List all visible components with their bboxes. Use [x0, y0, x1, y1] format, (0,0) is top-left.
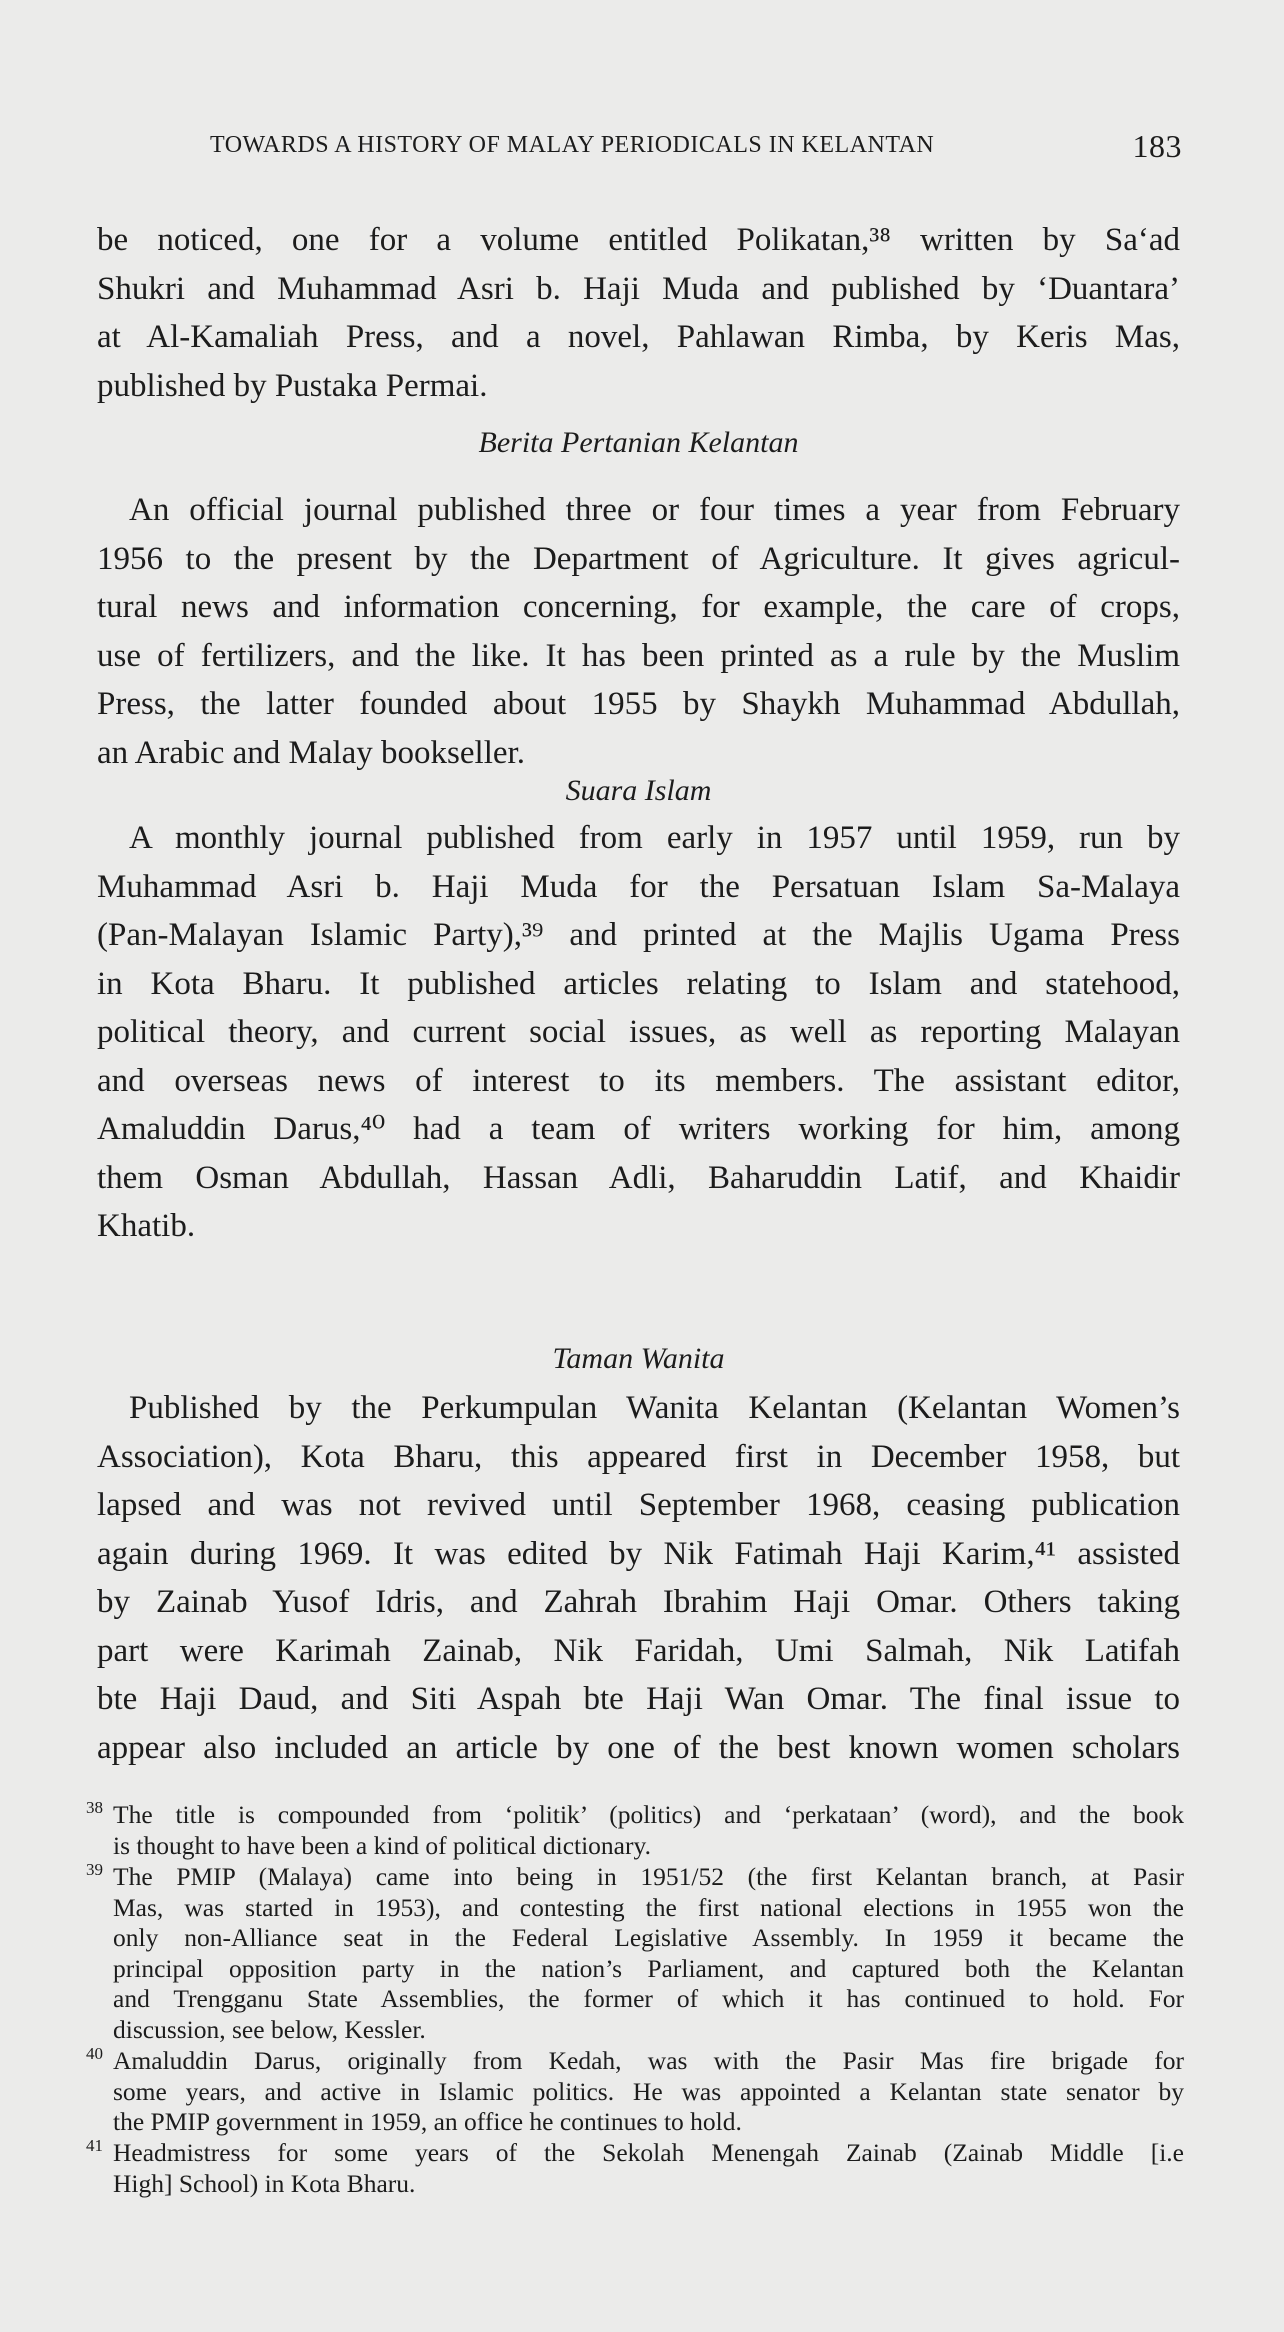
- text-line: them Osman Abdullah, Hassan Adli, Baharuddin Latif, and Khaidir: [97, 1159, 1180, 1196]
- footnote-number: 40: [86, 2044, 103, 2063]
- text-line: by Zainab Yusof Idris, and Zahrah Ibrahim Haji Omar. Others taking: [97, 1584, 1180, 1620]
- text-line: Muhammad Asri b. Haji Muda for the Persatuan Islam Sa-Malaya: [97, 868, 1180, 905]
- footnote-line: discussion, see below, Kessler.: [113, 2014, 426, 2044]
- footnote-line: High] School) in Kota Bharu.: [113, 2168, 416, 2198]
- text-line: lapsed and was not revived until September 1968, ceasing publication: [97, 1487, 1180, 1523]
- footnote-line: Mas, was started in 1953), and contesting the first national elections in 1955 won the: [113, 1892, 1184, 1922]
- footnote-line: The PMIP (Malaya) came into being in 1951/52 (the first Kelantan branch, at Pasir: [113, 1862, 1184, 1891]
- footnote-line: and Trengganu State Assemblies, the former of which it has continued to hold. For: [113, 1984, 1184, 2013]
- text-line: part were Karimah Zainab, Nik Faridah, Umi Salmah, Nik Latifah: [97, 1632, 1180, 1669]
- footnote-line: only non-Alliance seat in the Federal Legislative Assembly. In 1959 it became the: [113, 1923, 1184, 1952]
- footnote-line: Amaluddin Darus, originally from Kedah, was with the Pasir Mas fire brigade for: [113, 2046, 1184, 2075]
- text-line: A monthly journal published from early in 1957 until 1959, run by: [129, 820, 1180, 856]
- page-number: 183: [1132, 128, 1182, 164]
- footnote-number: 38: [86, 1798, 103, 1817]
- footnote: [86, 2046, 1184, 2138]
- text-line: at Al-Kamaliah Press, and a novel, Pahlawan Rimba, by Keris Mas,: [97, 319, 1180, 355]
- footnote-line: The title is compounded from ‘politik’ (politics) and ‘perkataan’ (word), and the book: [113, 1800, 1184, 1829]
- paragraph-suara-islam: [97, 814, 1180, 1251]
- running-head-title: TOWARDS A HISTORY OF MALAY PERIODICALS IN KELANTAN: [210, 132, 935, 158]
- text-line: (Pan-Malayan Islamic Party),³⁹ and printed at the Majlis Ugama Press: [97, 917, 1180, 953]
- footnote-number: 41: [86, 2136, 103, 2155]
- running-head: [210, 128, 1182, 164]
- text-line: and overseas news of interest to its members. The assistant editor,: [97, 1062, 1180, 1099]
- section-heading-berita-pertanian: Berita Pertanian Kelantan: [478, 426, 799, 459]
- section-heading-taman-wanita: Taman Wanita: [552, 1342, 725, 1375]
- footnote: [86, 2138, 1184, 2199]
- text-line: an Arabic and Malay bookseller.: [97, 734, 525, 771]
- text-line: An official journal published three or four times a year from February: [129, 492, 1180, 528]
- footnote-line: the PMIP government in 1959, an office he continues to hold.: [113, 2107, 742, 2136]
- text-line: bte Haji Daud, and Siti Aspah bte Haji Wan Omar. The final issue to: [97, 1681, 1180, 1717]
- text-line: Shukri and Muhammad Asri b. Haji Muda and published by ‘Duantara’: [97, 270, 1180, 307]
- text-line: Amaluddin Darus,⁴⁰ had a team of writers working for him, among: [97, 1111, 1180, 1147]
- paragraph-taman-wanita: [97, 1384, 1180, 1772]
- footnote-line: is thought to have been a kind of political dictionary.: [113, 1830, 651, 1860]
- footnote: [86, 1800, 1184, 1861]
- text-line: Published by the Perkumpulan Wanita Kelantan (Kelantan Women’s: [129, 1390, 1180, 1426]
- paragraph-berita-pertanian: [97, 486, 1180, 777]
- text-line: tural news and information concerning, for example, the care of crops,: [97, 589, 1180, 625]
- text-line: 1956 to the present by the Department of Agriculture. It gives agricul-: [97, 540, 1180, 577]
- text-line: use of fertilizers, and the like. It has been printed as a rule by the Muslim: [97, 637, 1180, 674]
- text-line: political theory, and current social issues, as well as reporting Malayan: [97, 1014, 1180, 1050]
- text-line: again during 1969. It was edited by Nik Fatimah Haji Karim,⁴¹ assisted: [97, 1535, 1180, 1572]
- text-line: in Kota Bharu. It published articles relating to Islam and statehood,: [97, 965, 1180, 1002]
- text-line: published by Pustaka Permai.: [97, 367, 488, 404]
- footnote-line: principal opposition party in the nation’s Parliament, and captured both the Kelantan: [113, 1953, 1184, 1983]
- text-line: Association), Kota Bharu, this appeared first in December 1958, but: [97, 1438, 1180, 1475]
- footnote: [86, 1862, 1184, 2045]
- paragraph-continuation: [97, 216, 1180, 410]
- text-line: Press, the latter founded about 1955 by Shaykh Muhammad Abdullah,: [97, 686, 1180, 722]
- footnote-number: 39: [86, 1860, 103, 1879]
- footnote-line: Headmistress for some years of the Sekolah Menengah Zainab (Zainab Middle [i.e: [113, 2138, 1184, 2167]
- section-heading-suara-islam: Suara Islam: [565, 774, 712, 807]
- text-line: appear also included an article by one of the best known women scholars: [97, 1729, 1180, 1766]
- footnote-line: some years, and active in Islamic politics. He was appointed a Kelantan state senator by: [113, 2076, 1184, 2106]
- text-line: Khatib.: [97, 1208, 196, 1244]
- text-line: be noticed, one for a volume entitled Polikatan,³⁸ written by Sa‘ad: [97, 222, 1180, 258]
